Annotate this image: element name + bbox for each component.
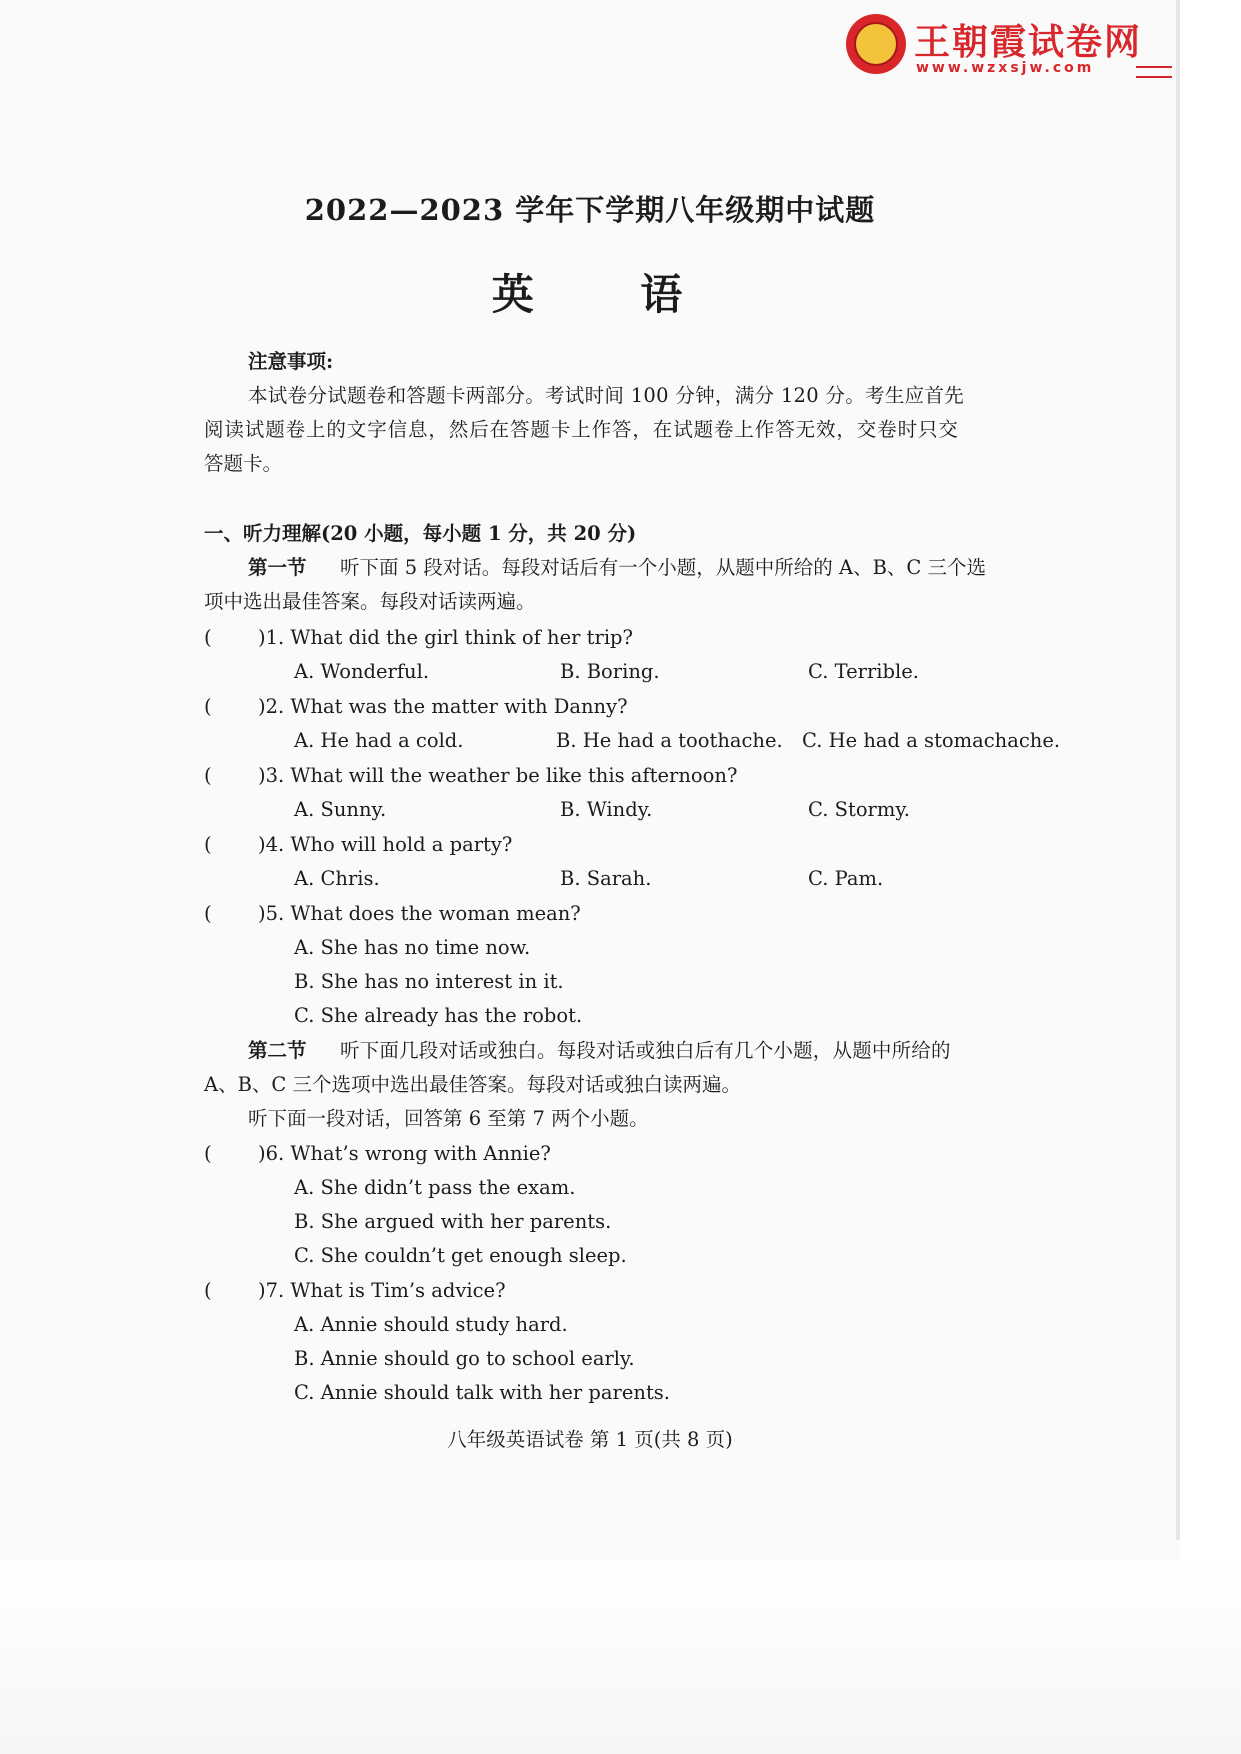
option-c: C. He had a stomachache.: [802, 729, 1061, 752]
option-a: A. He had a cold.: [294, 729, 464, 752]
page-footer: 八年级英语试卷 第 1 页(共 8 页): [447, 1428, 733, 1451]
option-a: A. Annie should study hard.: [294, 1313, 568, 1336]
option-c: C. She already has the robot.: [294, 1004, 583, 1027]
exam-title: 2022—2023 学年下学期八年级期中试题: [304, 193, 876, 227]
option-c: C. Pam.: [808, 867, 884, 890]
question-stem: )4. Who will hold a party?: [258, 833, 513, 856]
option-a: A. Chris.: [294, 867, 380, 890]
notice-heading: 注意事项:: [248, 350, 334, 373]
brand-url: www.wzxsjw.com: [916, 60, 1095, 76]
answer-bracket: (: [204, 833, 212, 856]
option-c: C. Annie should talk with her parents.: [294, 1381, 671, 1404]
question-stem: )6. What’s wrong with Annie?: [258, 1142, 551, 1165]
option-b: B. Sarah.: [560, 867, 652, 890]
answer-bracket: (: [204, 1142, 212, 1165]
notice-line: 阅读试题卷上的文字信息，然后在答题卡上作答，在试题卷上作答无效，交卷时只交: [204, 418, 959, 441]
option-a: A. She has no time now.: [294, 936, 531, 959]
answer-bracket: (: [204, 626, 212, 649]
dialogue-note: 听下面一段对话，回答第 6 至第 7 两个小题。: [248, 1107, 649, 1130]
brand-name: 王朝霞试卷网: [914, 22, 1143, 63]
option-b: B. He had a toothache.: [556, 729, 783, 752]
question-stem: )5. What does the woman mean?: [258, 902, 581, 925]
section1-instruction: 项中选出最佳答案。每段对话读两遍。: [204, 590, 536, 613]
option-b: B. Boring.: [560, 660, 660, 683]
section2-label: 第二节: [248, 1039, 307, 1062]
page-edge-shadow: [1176, 0, 1180, 1540]
subject-title: 英 语: [491, 270, 729, 319]
option-c: C. She couldn’t get enough sleep.: [294, 1244, 627, 1267]
question-stem: )3. What will the weather be like this afternoon?: [258, 764, 738, 787]
option-b: B. Windy.: [560, 798, 653, 821]
notice-line: 答题卡。: [204, 452, 283, 475]
option-b: B. Annie should go to school early.: [294, 1347, 635, 1370]
option-b: B. She has no interest in it.: [294, 970, 564, 993]
question-stem: )2. What was the matter with Danny?: [258, 695, 628, 718]
part1-heading: 一、听力理解(20 小题，每小题 1 分，共 20 分): [204, 522, 637, 545]
section2-instruction: 听下面几段对话或独白。每段对话或独白后有几个小题，从题中所给的: [340, 1039, 951, 1062]
scan-margin: [1180, 0, 1241, 1754]
answer-bracket: (: [204, 764, 212, 787]
option-a: A. Sunny.: [294, 798, 387, 821]
option-c: C. Terrible.: [808, 660, 919, 683]
brand-url-decoration: [1136, 66, 1172, 78]
section1-label: 第一节: [248, 556, 307, 579]
option-c: C. Stormy.: [808, 798, 910, 821]
brand-seal-icon: [846, 14, 906, 74]
option-a: A. Wonderful.: [294, 660, 430, 683]
option-a: A. She didn’t pass the exam.: [294, 1176, 576, 1199]
section1-instruction: 听下面 5 段对话。每段对话后有一个小题，从题中所给的 A、B、C 三个选: [340, 556, 987, 579]
answer-bracket: (: [204, 695, 212, 718]
section2-instruction: A、B、C 三个选项中选出最佳答案。每段对话或独白读两遍。: [204, 1073, 742, 1096]
scan-bottom-area: [0, 1560, 1241, 1754]
brand-logo: [846, 12, 1176, 76]
answer-bracket: (: [204, 902, 212, 925]
question-stem: )7. What is Tim’s advice?: [258, 1279, 506, 1302]
option-b: B. She argued with her parents.: [294, 1210, 612, 1233]
question-stem: )1. What did the girl think of her trip?: [258, 626, 633, 649]
answer-bracket: (: [204, 1279, 212, 1302]
notice-line: 本试卷分试题卷和答题卡两部分。考试时间 100 分钟，满分 120 分。考生应首先: [248, 384, 965, 407]
